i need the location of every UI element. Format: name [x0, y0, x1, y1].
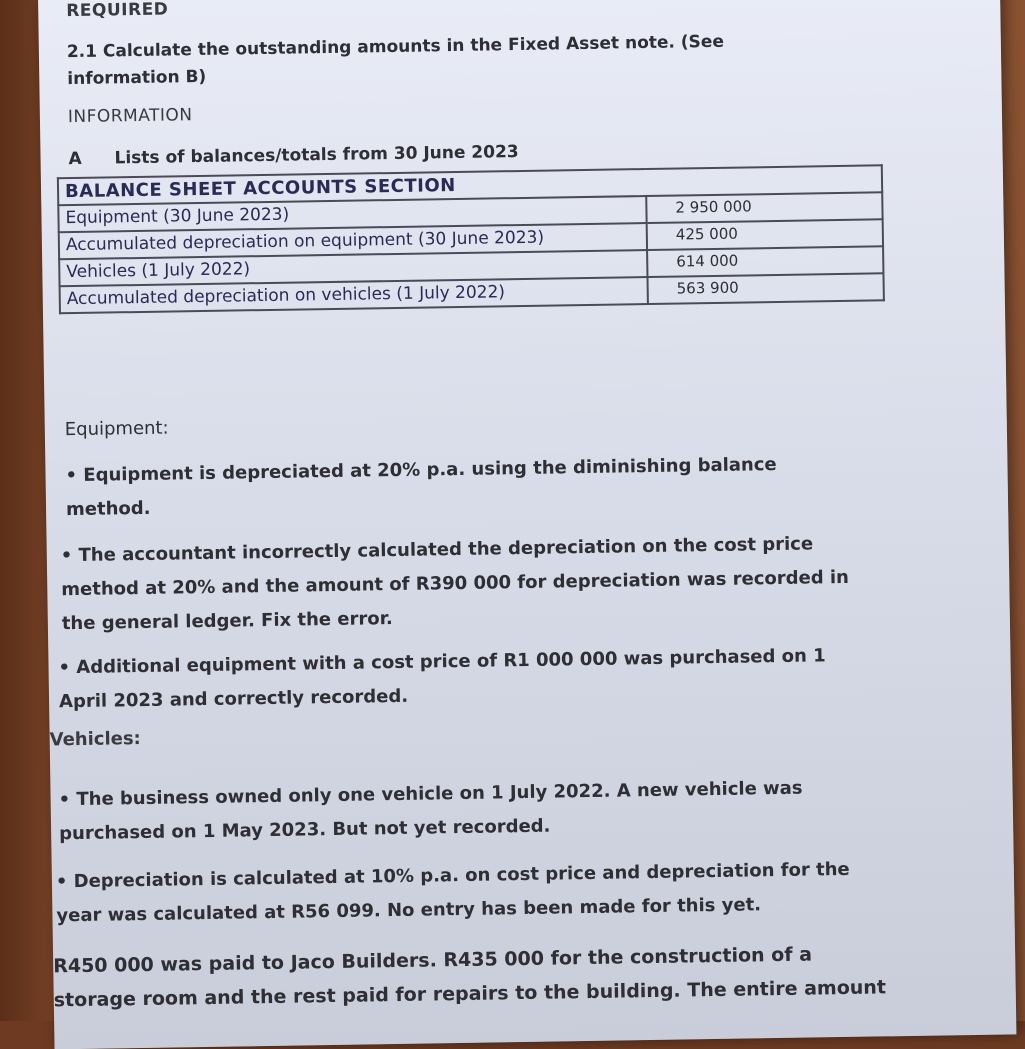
bullet-line: method at 20% and the amount of R390 000 for depreciation was recorded in [61, 566, 850, 601]
question-text [67, 29, 725, 93]
row-label: Equipment (30 June 2023) [58, 196, 646, 232]
row-amount: 425 000 [647, 219, 883, 250]
bullet-line: the general ledger. Fix the error. [61, 608, 393, 635]
row-amount: 2 950 000 [646, 192, 882, 223]
bullet-line: April 2023 and correctly recorded. [58, 685, 409, 713]
row-amount: 563 900 [647, 273, 883, 304]
bullet-line: • The business owned only one vehicle on 1 July 2022. A new vehicle was [58, 777, 803, 811]
question-line-2: information B) [67, 66, 207, 90]
bullet-line: • Additional equipment with a cost price of R1 000 000 was purchased on 1 [58, 645, 826, 679]
required-heading: REQUIRED [66, 0, 169, 22]
builders-paragraph [53, 935, 1004, 1018]
vehicles-bullet-1 [58, 769, 959, 851]
section-title: Lists of balances/totals from 30 June 2023 [114, 142, 519, 169]
equipment-bullet-2 [61, 525, 962, 641]
row-label: Accumulated depreciation on equipment (30 June 2023) [59, 223, 647, 259]
row-amount: 614 000 [647, 246, 883, 277]
balance-sheet-table [57, 164, 885, 314]
bullet-line: year was calculated at R56 099. No entry has been made for this yet. [56, 894, 762, 927]
paragraph-line: R450 000 was paid to Jaco Builders. R435 000 for the construction of a [53, 943, 813, 978]
table-header: BALANCE SHEET ACCOUNTS SECTION [58, 165, 882, 205]
vehicles-bullet-2 [56, 850, 1007, 933]
paragraph-line: storage room and the rest paid for repairs to the building. The entire amount [53, 976, 887, 1012]
vehicles-heading: Vehicles: [49, 728, 141, 751]
equipment-bullet-3 [58, 637, 959, 719]
equipment-heading: Equipment: [64, 417, 169, 441]
section-letter: A [68, 148, 82, 170]
question-line-1: 2.1 Calculate the outstanding amounts in the Fixed Asset note. (See [66, 31, 725, 63]
bullet-line: method. [65, 497, 151, 521]
bullet-line: • Equipment is depreciated at 20% p.a. using the diminishing balance [65, 454, 777, 487]
section-a-heading [68, 142, 518, 169]
information-heading: INFORMATION [67, 105, 193, 128]
row-label: Vehicles (1 July 2022) [59, 250, 647, 286]
row-label: Accumulated depreciation on vehicles (1 July 2022) [60, 277, 648, 313]
equipment-bullet-1 [65, 445, 966, 527]
bullet-line: purchased on 1 May 2023. But not yet recorded. [59, 815, 551, 845]
worksheet-page [38, 0, 1016, 1049]
bullet-line: • Depreciation is calculated at 10% p.a. on cost price and depreciation for the [55, 858, 850, 893]
bullet-line: • The accountant incorrectly calculated the depreciation on the cost price [60, 533, 814, 567]
